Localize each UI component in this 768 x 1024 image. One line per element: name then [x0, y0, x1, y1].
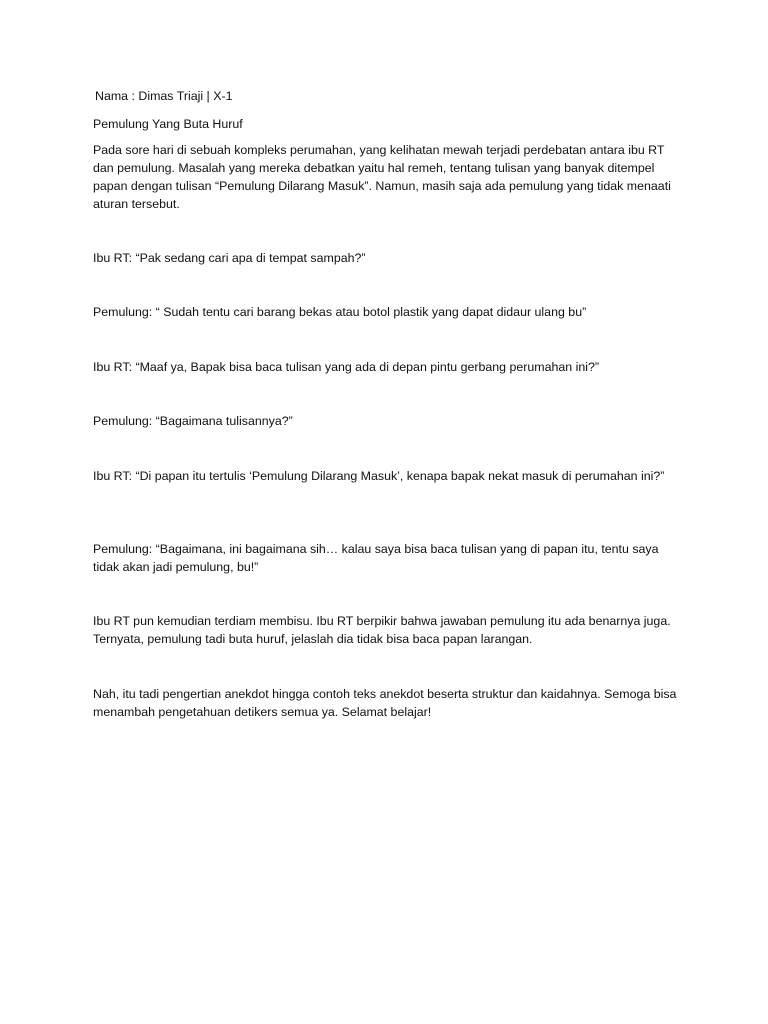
student-header: Nama : Dimas Triaji | X-1: [95, 89, 233, 103]
dialogue-line-5: Ibu RT: “Di papan itu tertulis ‘Pemulung Dilarang Masuk’, kenapa bapak nekat masuk di perumahan ini?”: [93, 469, 665, 483]
story-title: Pemulung Yang Buta Huruf: [93, 117, 243, 131]
dialogue-line-6: Pemulung: “Bagaimana, ini bagaimana sih… kalau saya bisa baca tulisan yang di papan itu, tentu saya tidak akan jadi pemulung, bu!”: [93, 542, 659, 574]
closing-paragraph: Ibu RT pun kemudian terdiam membisu. Ibu RT berpikir bahwa jawaban pemulung itu ada benarnya juga. Ternyata, pemulung tadi buta huruf, jelaslah dia tidak bisa baca papan larangan.: [93, 614, 671, 646]
dialogue-line-3: Ibu RT: “Maaf ya, Bapak bisa baca tulisan yang ada di depan pintu gerbang perumahan ini?”: [93, 360, 600, 374]
dialogue-line-1: Ibu RT: “Pak sedang cari apa di tempat sampah?”: [93, 251, 366, 265]
intro-paragraph: Pada sore hari di sebuah kompleks perumahan, yang kelihatan mewah terjadi perdebatan antara ibu RT dan pemulung. Masalah yang mereka debatkan yaitu hal remeh, tentang tulisan yang banyak ditempel papan dengan tulisan “Pemulung Dilarang Masuk”. Namun, masih saja ada pemulung yang tidak menaati aturan tersebut.: [93, 143, 671, 211]
outro-paragraph: Nah, itu tadi pengertian anekdot hingga contoh teks anekdot beserta struktur dan kaidahnya. Semoga bisa menambah pengetahuan detikers semua ya. Selamat belajar!: [93, 687, 677, 719]
dialogue-line-4: Pemulung: “Bagaimana tulisannya?”: [93, 414, 293, 428]
dialogue-line-2: Pemulung: “ Sudah tentu cari barang bekas atau botol plastik yang dapat didaur ulang bu”: [93, 305, 587, 319]
